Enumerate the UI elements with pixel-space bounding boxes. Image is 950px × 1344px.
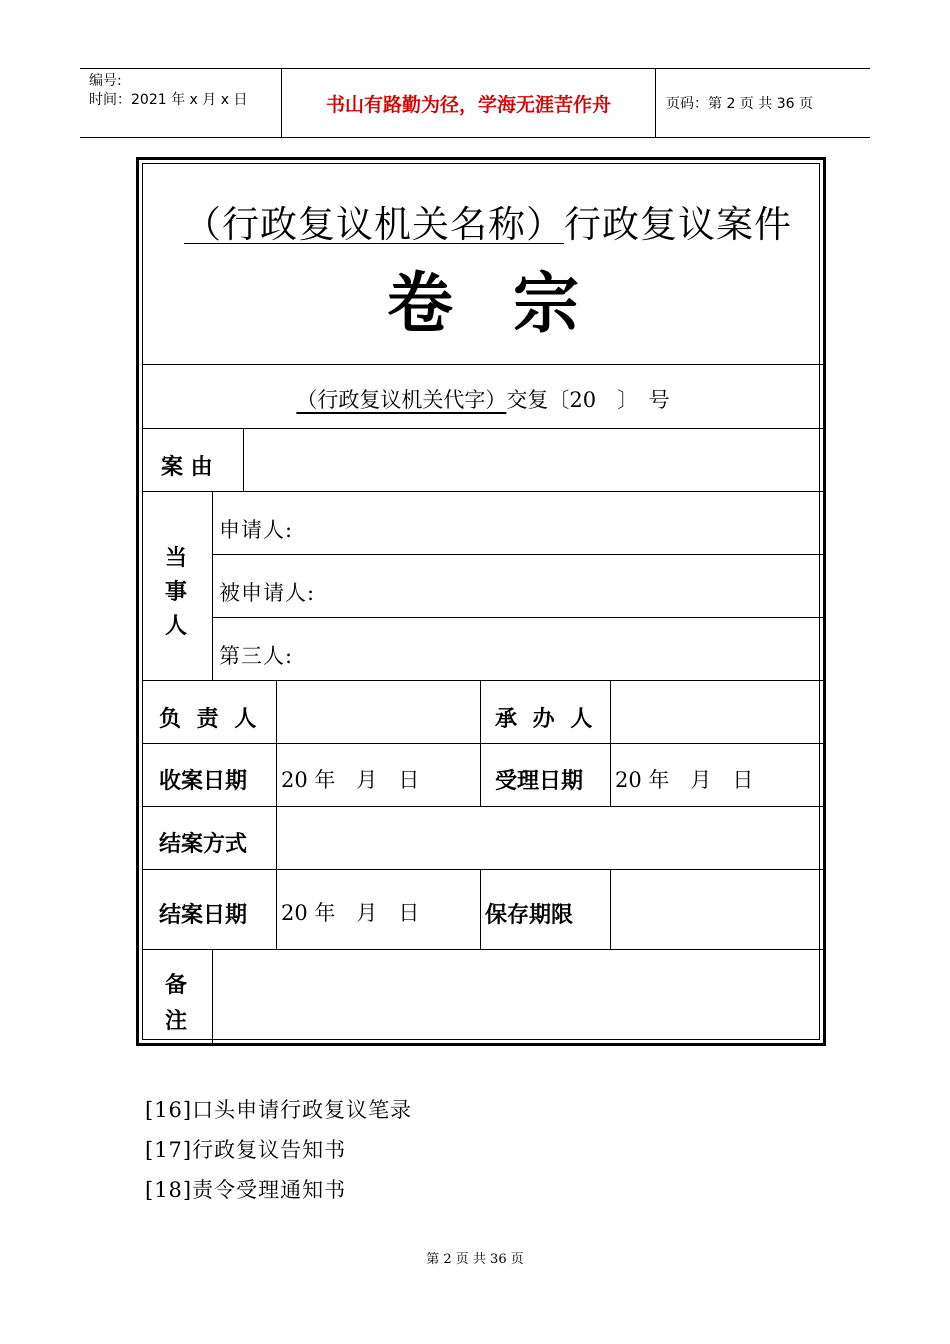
- header-page-info: 页码：第 2 页 共 36 页: [666, 96, 813, 112]
- responsible-label: 负 责 人: [159, 707, 261, 732]
- divider: [212, 949, 213, 1043]
- divider: [143, 949, 823, 950]
- list-item: [16]口头申请行政复议笔录: [145, 1098, 413, 1122]
- header-meta: [80, 69, 280, 137]
- divider: [143, 869, 823, 870]
- closing-method-label: 结案方式: [159, 832, 248, 857]
- case-number-rest: 交复〔20 〕 号: [506, 388, 670, 412]
- divider: [143, 364, 823, 365]
- accepted-date-value: 20 年 月 日: [615, 768, 754, 792]
- form-inner-border: [142, 163, 820, 1040]
- divider: [276, 680, 277, 949]
- case-reason-label: 案 由: [161, 455, 213, 480]
- title-rest: 行政复议案件: [564, 203, 792, 246]
- form-title: [153, 194, 823, 248]
- divider: [143, 491, 823, 492]
- time-label: 时间：2021 年 x 月 x 日: [89, 92, 248, 108]
- accepted-date-label: 受理日期: [495, 769, 584, 794]
- retention-label: 保存期限: [485, 903, 574, 928]
- received-date-label: 收案日期: [159, 769, 248, 794]
- form-main-title: 卷宗: [387, 264, 639, 342]
- divider: [212, 554, 823, 555]
- title-org-name: （行政复议机关名称）: [184, 203, 564, 246]
- handler-label: 承 办 人: [495, 707, 597, 732]
- divider: [212, 617, 823, 618]
- list-item: [17]行政复议告知书: [145, 1138, 347, 1162]
- header-motto: 书山有路勤为径，学海无涯苦作舟: [281, 69, 656, 137]
- applicant-label: 申请人:: [219, 518, 294, 542]
- divider: [143, 428, 823, 429]
- divider: [243, 428, 244, 491]
- third-party-label: 第三人:: [219, 644, 294, 668]
- divider: [480, 680, 481, 743]
- divider: [143, 680, 823, 681]
- list-item: [18]责令受理通知书: [145, 1178, 347, 1202]
- divider: [143, 806, 823, 807]
- respondent-label: 被申请人:: [219, 581, 316, 605]
- divider: [480, 869, 481, 949]
- closing-date-value: 20 年 月 日: [281, 901, 420, 925]
- remarks-label: 备注: [165, 973, 188, 1034]
- case-number-org: （行政复议机关代字）: [296, 388, 507, 412]
- divider: [212, 491, 213, 680]
- case-file-cover: [136, 157, 826, 1046]
- divider: [480, 743, 481, 806]
- divider: [610, 869, 611, 949]
- closing-date-label: 结案日期: [159, 903, 248, 928]
- case-number: [143, 384, 823, 414]
- number-label: 编号:: [89, 73, 122, 89]
- page-footer: 第 2 页 共 36 页: [426, 1252, 524, 1267]
- document-header: [80, 68, 870, 138]
- divider: [143, 743, 823, 744]
- received-date-value: 20 年 月 日: [281, 768, 420, 792]
- parties-label: 当事人: [165, 546, 188, 639]
